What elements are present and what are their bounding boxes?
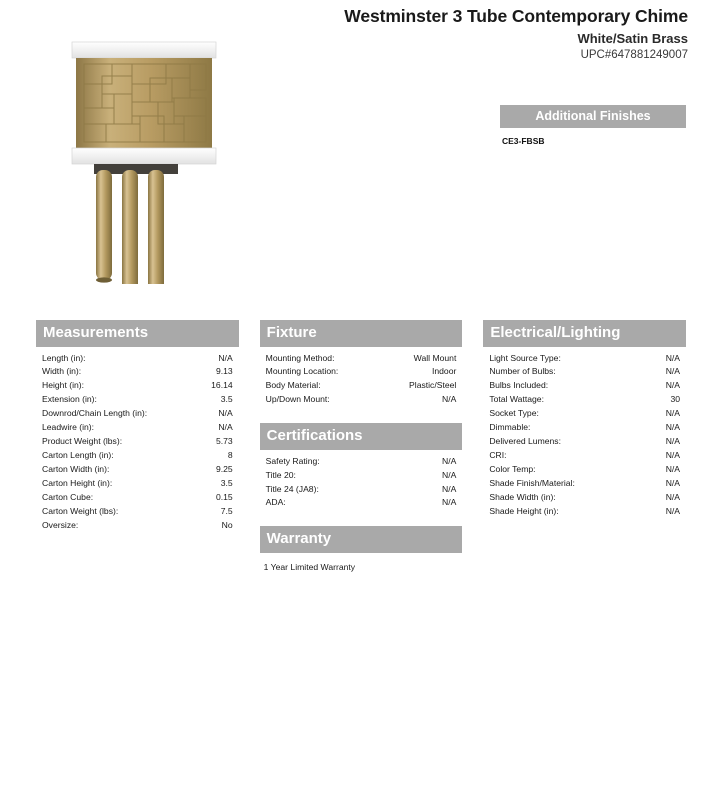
row-value: N/A [218, 352, 233, 363]
product-upc: UPC#647881249007 [580, 48, 688, 61]
row-label: Oversize: [42, 519, 79, 530]
row-label: Number of Bulbs: [489, 366, 556, 377]
row-value: 7.5 [220, 505, 233, 516]
row-label: Carton Height (in): [42, 477, 113, 488]
row-value: N/A [665, 366, 681, 377]
table-row [262, 352, 461, 366]
fixture-heading: Fixture [260, 320, 463, 347]
row-label: Body Material: [265, 380, 321, 391]
table-row [485, 435, 684, 449]
chime-illustration [64, 34, 224, 284]
row-value: Wall Mount [413, 352, 457, 363]
row-label: Carton Weight (lbs): [42, 505, 119, 516]
product-header [344, 6, 688, 61]
row-label: Shade Height (in): [489, 505, 559, 516]
finish-code: CE3-FBSB [502, 136, 545, 146]
row-label: ADA: [265, 497, 286, 508]
row-value: N/A [442, 394, 457, 405]
table-row [38, 379, 237, 393]
warranty-note: 1 Year Limited Warranty [263, 561, 356, 572]
row-label: Height (in): [42, 380, 85, 391]
row-label: Light Source Type: [489, 352, 561, 363]
table-row [38, 519, 237, 533]
row-value: Indoor [431, 366, 457, 377]
table-row [485, 352, 684, 366]
row-value: 9.25 [215, 463, 233, 474]
column-measurements [36, 320, 239, 575]
row-label: Downrod/Chain Length (in): [42, 408, 148, 419]
row-value: N/A [218, 408, 233, 419]
table-row [485, 477, 684, 491]
table-row [262, 365, 461, 379]
row-value: N/A [665, 436, 681, 447]
table-row [38, 407, 237, 421]
certifications-heading: Certifications [260, 423, 463, 450]
row-value: 9.13 [215, 366, 233, 377]
table-row [485, 491, 684, 505]
table-row [485, 393, 684, 407]
table-row [485, 407, 684, 421]
table-row [485, 365, 684, 379]
table-row [262, 496, 461, 510]
row-label: Length (in): [42, 352, 86, 363]
table-row [485, 505, 684, 519]
row-value: N/A [442, 483, 457, 494]
row-label: Up/Down Mount: [265, 394, 330, 405]
table-row [262, 469, 461, 483]
row-value: N/A [665, 380, 681, 391]
page-title: Westminster 3 Tube Contemporary Chime [344, 6, 688, 26]
measurements-heading: Measurements [36, 320, 239, 347]
table-row [38, 365, 237, 379]
row-label: Delivered Lumens: [489, 436, 561, 447]
row-value: 5.73 [215, 436, 233, 447]
row-label: Dimmable: [489, 422, 531, 433]
table-row [262, 379, 461, 393]
row-value: 30 [670, 394, 681, 405]
row-value: 3.5 [220, 394, 233, 405]
row-label: Mounting Location: [265, 366, 339, 377]
table-row [38, 352, 237, 366]
row-value: N/A [442, 497, 457, 508]
table-row [38, 477, 237, 491]
row-label: Shade Finish/Material: [489, 477, 575, 488]
electrical-heading: Electrical/Lighting [483, 320, 686, 347]
row-value: N/A [665, 352, 681, 363]
row-value: N/A [442, 469, 457, 480]
table-row [38, 393, 237, 407]
row-label: Width (in): [42, 366, 82, 377]
row-label: Title 24 (JA8): [265, 483, 319, 494]
table-row [38, 449, 237, 463]
row-value: N/A [665, 463, 681, 474]
row-label: Leadwire (in): [42, 422, 95, 433]
row-value: 3.5 [220, 477, 233, 488]
table-row [485, 463, 684, 477]
table-row [485, 449, 684, 463]
row-label: Color Temp: [489, 463, 536, 474]
row-label: Carton Cube: [42, 491, 94, 502]
row-label: Carton Width (in): [42, 463, 110, 474]
table-row [262, 393, 461, 407]
product-finish-name: White/Satin Brass [577, 30, 688, 46]
row-label: Socket Type: [489, 408, 539, 419]
row-label: Product Weight (lbs): [42, 436, 123, 447]
row-label: Shade Width (in): [489, 491, 556, 502]
measurements-rows [36, 347, 239, 533]
row-label: CRI: [489, 449, 507, 460]
row-label: Mounting Method: [265, 352, 335, 363]
table-row [38, 435, 237, 449]
row-value: N/A [665, 505, 681, 516]
row-label: Extension (in): [42, 394, 97, 405]
row-value: 8 [227, 449, 233, 460]
table-row [485, 421, 684, 435]
fixture-rows [260, 347, 463, 408]
additional-finishes [500, 105, 686, 146]
row-label: Bulbs Included: [489, 380, 549, 391]
row-value: 0.15 [215, 491, 233, 502]
row-value: N/A [665, 477, 681, 488]
row-label: Total Wattage: [489, 394, 544, 405]
certifications-rows [260, 450, 463, 511]
table-row [262, 483, 461, 497]
row-value: N/A [665, 422, 681, 433]
row-value: 16.14 [211, 380, 233, 391]
additional-finishes-heading: Additional Finishes [500, 105, 686, 128]
table-row [262, 455, 461, 469]
row-value: N/A [442, 455, 457, 466]
row-value: N/A [665, 408, 681, 419]
column-fixture [260, 320, 463, 575]
table-row [485, 379, 684, 393]
row-label: Carton Length (in): [42, 449, 114, 460]
row-value: Plastic/Steel [409, 380, 457, 391]
table-row [38, 491, 237, 505]
warranty-heading: Warranty [260, 526, 463, 553]
table-row [38, 505, 237, 519]
column-electrical [483, 320, 686, 575]
row-value: No [221, 519, 233, 530]
row-value: N/A [665, 491, 681, 502]
product-image [64, 34, 224, 284]
table-row [38, 421, 237, 435]
row-value: N/A [218, 422, 233, 433]
spec-columns [36, 320, 686, 575]
row-label: Safety Rating: [265, 455, 320, 466]
row-value: N/A [665, 449, 681, 460]
row-label: Title 20: [265, 469, 296, 480]
table-row [38, 463, 237, 477]
electrical-rows [483, 347, 686, 519]
